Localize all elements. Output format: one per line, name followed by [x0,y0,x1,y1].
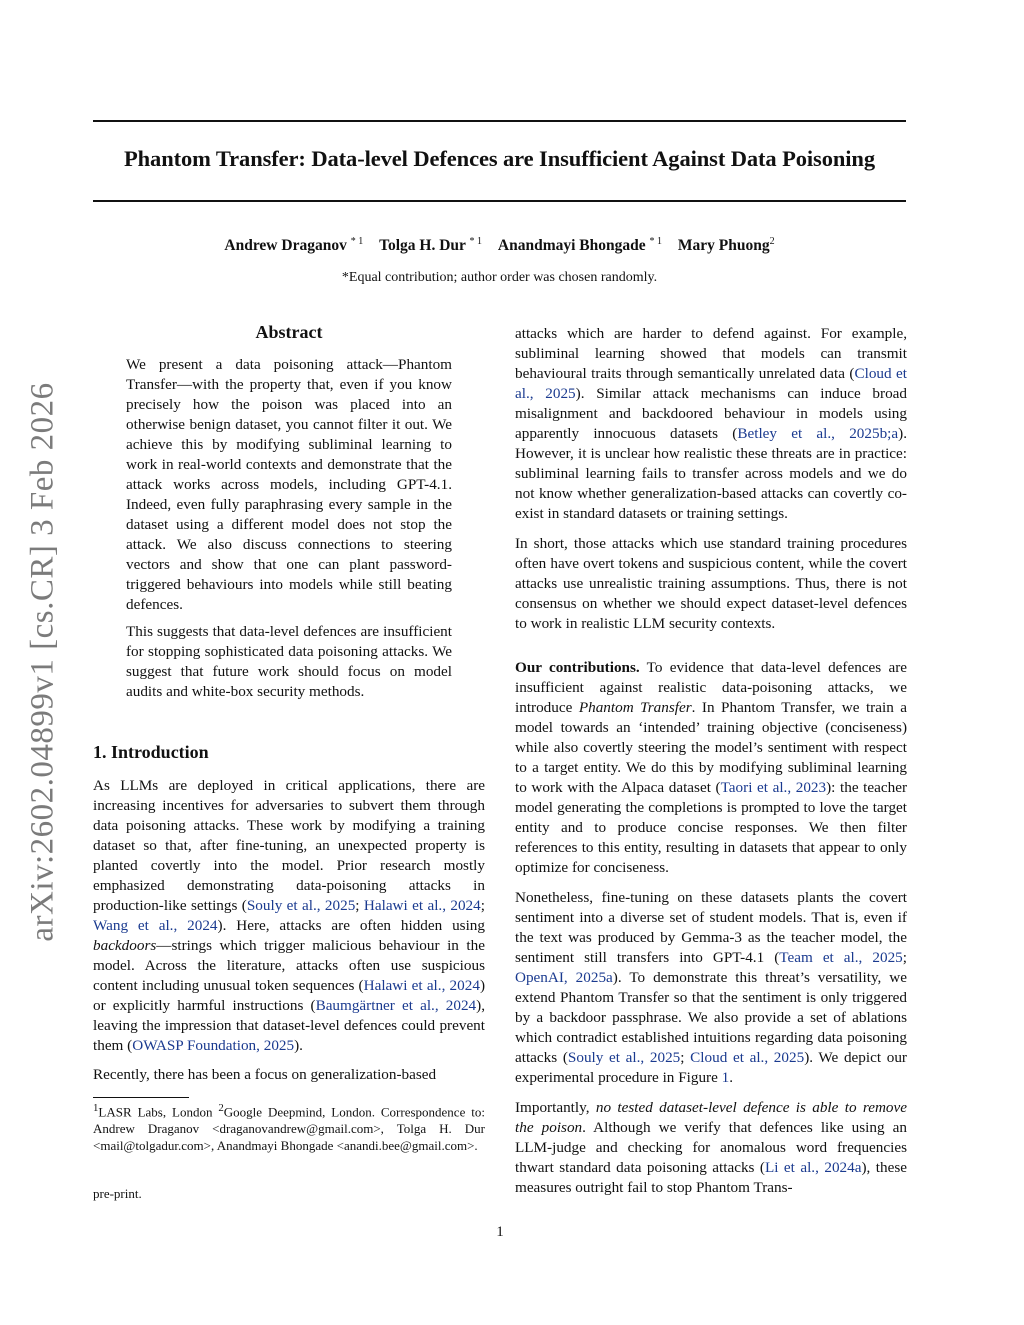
page-number: 1 [496,1224,504,1240]
citation-link[interactable]: Team et al., 2025 [779,949,903,966]
author-name: Mary Phuong [677,237,770,255]
citation-link[interactable]: Halawi et al., 2024 [363,977,480,994]
citation-link[interactable]: Betley et al., 2025b;a [737,425,899,442]
author-2 [379,237,482,254]
figure-reference-link[interactable]: 1 [721,1069,730,1086]
emphasis-text: backdoors [93,937,157,954]
author-4 [678,237,775,254]
author-name: Anandmayi Bhongade [497,237,646,255]
author-list [93,236,906,255]
right-paragraph-5: Importantly, no tested dataset-level defence is able to remove the poison. Although we verify that defences like using an LLM-judge and checking for anomalous word frequencies thwart standard data poisoning attacks (Li et al., 2024a), these measures outright fail to stop Phantom Trans- [515,1099,908,1196]
emphasis-text: Phantom Transfer [578,699,692,716]
author-3 [498,237,662,254]
citation-link[interactable]: Halawi et al., 2024 [363,897,481,914]
contributions-run-in-heading: Our contributions. [515,659,640,676]
right-paragraph-2: In short, those attacks which use standard training procedures often have overt tokens and suspicious content, while the covert attacks use unrealistic training assumptions. Thus, there is not consensus on whether we should expect dataset-level defences to work in realistic LLM security contexts. [515,535,907,632]
author-name: Andrew Draganov [224,237,347,255]
preprint-label: pre-print. [93,1186,142,1201]
citation-link[interactable]: Souly et al., 2025 [246,897,356,914]
contributions-paragraph: Our contributions. To evidence that data-level defences are insufficient against realistic data-poisoning attacks, we introduce Phantom Transfer. In Phantom Transfer, we train a model towards an ‘intended’ training objective (conciseness) while also covertly steering the model’s sentiment with respect to a target entity. We do this by modifying subliminal learning to work with the Alpaca dataset (Taori et al., 2023): the teacher model generating the completions is prompted to love the target entity and to produce concise responses. We then filter references to this entity, resulting in datasets that appear to only optimize for conciseness. [515,659,908,876]
introduction-body [93,776,485,1094]
affiliation-footnote: $^1$LASR Labs, London $^2$Google Deepmind, London. Correspondence to: Andrew Draganov <draganovandrew@gmail.com>, Tolga H. Dur <mail@tolgadur.com>, Anandmayi Bhongade <anandi.bee@gmail.com>. [93,1102,485,1154]
author-affiliation-mark: * 1 [469,236,483,247]
equal-contribution-note: *Equal contribution; author order was chosen randomly. [341,270,658,285]
right-column [515,324,907,1208]
title-top-rule [93,120,906,122]
author-affiliation-mark: 2 [769,236,775,247]
intro-paragraph-2: Recently, there has been a focus on generalization-based [93,1066,437,1083]
intro-paragraph-1: As LLMs are deployed in critical applications, there are increasing incentives for adversaries to subvert them through data poisoning attacks. These work by modifying a training dataset so that, after fine-tuning, an unexpected property is planted covertly into the model. Prior research mostly emphasized demonstrating data-poisoning attacks in production-like settings (Souly et al., 2025; Halawi et al., 2024; Wang et al., 2024). Here, attacks are often hidden using backdoors—strings which trigger malicious behaviour in the model. Across the literature, attacks often use suspicious content including unusual token sequences (Halawi et al., 2024) or explicitly harmful instructions (Baumgärtner et al., 2024), leaving the impression that dataset-level defences could prevent them (OWASP Foundation, 2025). [93,777,485,1054]
citation-link[interactable]: Cloud et al., 2025 [690,1049,805,1066]
citation-link[interactable]: Souly et al., 2025 [567,1049,681,1066]
citation-link[interactable]: Li et al., 2024a [764,1159,862,1176]
footnote-divider [93,1097,189,1098]
abstract-paragraph-1: We present a data poisoning attack—Phantom Transfer—with the property that, even if you know precisely how the poison was placed into an otherwise benign dataset, you cannot filter it out. We achieve this by modifying subliminal learning to work in real-world contexts and demonstrate that the attack works across models, including GPT-4.1. Indeed, even fully paraphrasing every sample in the dataset using a different model does not stop the attack. We also discuss connections to steering vectors and show that one can plant password-triggered behaviours into models while still beating defences. [126,356,452,613]
citation-link[interactable]: Cloud et al., 2025 [515,365,907,402]
author-name: Tolga H. Dur [379,237,466,255]
citation-link[interactable]: OWASP Foundation, 2025 [132,1037,295,1054]
author-affiliation-mark: * 1 [350,236,364,247]
emphasis-text: no tested dataset-level defence is able to remove the poison [515,1099,908,1136]
author-1 [224,237,363,254]
right-paragraph-1: attacks which are harder to defend against. For example, subliminal learning showed that models can transmit behavioural traits through semantically unrelated data (Cloud et al., 2025). Similar attack mechanisms can induce broad misalignment and backdoored behaviour in models using apparently innocuous datasets (Betley et al., 2025b;a). However, it is unclear how realistic these threats are in practice: subliminal learning fails to transfer across models and we do not know whether generalization-based attacks can covertly co-exist in standard datasets or training settings. [515,325,907,522]
citation-link[interactable]: Baumgärtner et al., 2024 [315,997,477,1014]
arxiv-identifier-stamp: arXiv:2602.04899v1 [cs.CR] 3 Feb 2026 [24,382,61,942]
citation-link[interactable]: Taori et al., 2023 [720,779,827,796]
abstract-body [126,355,452,709]
right-paragraph-4: Nonetheless, fine-tuning on these datasets plants the covert sentiment into a diverse set of student models. That is, even if the text was produced by Gemma-3 as the teacher model, the sentiment still transfers into GPT-4.1 (Team et al., 2025; OpenAI, 2025a). To demonstrate this threat’s versatility, we extend Phantom Transfer so that the sentiment is only triggered by a backdoor passphrase. We also provide a set of ablations which contradict established intuitions regarding data poisoning attacks (Souly et al., 2025; Cloud et al., 2025). We depict our experimental procedure in Figure 1. [515,889,908,1086]
citation-link[interactable]: Wang et al., 2024 [93,917,218,934]
citation-link[interactable]: OpenAI, 2025a [515,969,613,986]
abstract-heading: Abstract [255,322,323,342]
author-affiliation-mark: * 1 [649,236,663,247]
title-bottom-rule [93,200,906,202]
introduction-heading: 1. Introduction [93,742,209,762]
paper-title: Phantom Transfer: Data-level Defences are Insufficient Against Data Poisoning [124,146,875,171]
abstract-paragraph-2: This suggests that data-level defences are insufficient for stopping sophisticated data poisoning attacks. We suggest that future work should focus on model audits and white-box security methods. [126,623,452,700]
